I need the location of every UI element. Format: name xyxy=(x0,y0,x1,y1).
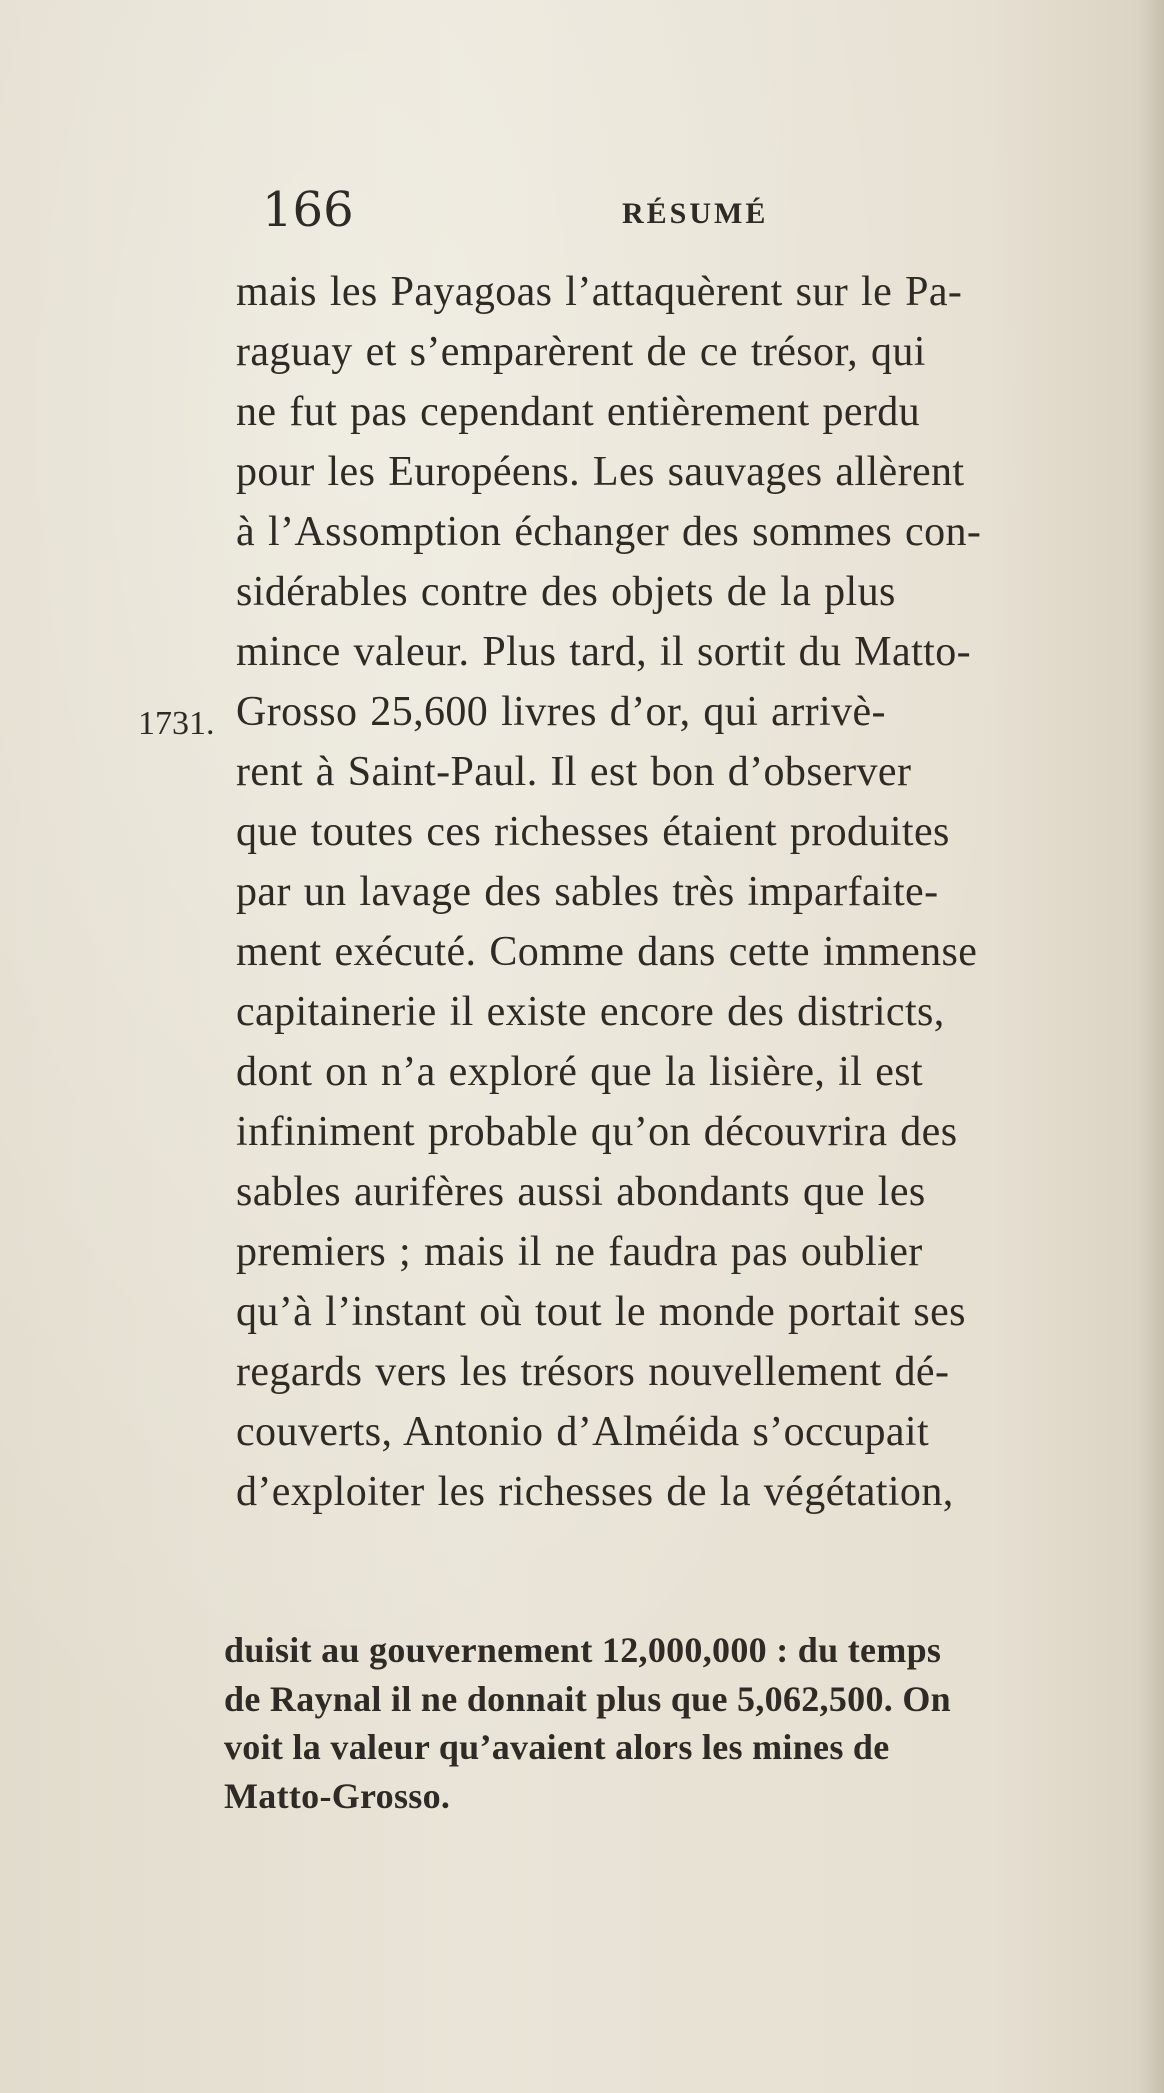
text-line: sables aurifères aussi abondants que les xyxy=(236,1169,926,1215)
text-line: dont on n’a exploré que la lisière, il est xyxy=(236,1049,924,1095)
running-head: RÉSUMÉ xyxy=(622,197,769,230)
footnote-line: Matto-Grosso. xyxy=(224,1775,451,1816)
footnote xyxy=(224,1626,1124,1820)
body-text xyxy=(236,262,1136,1522)
page-number: 166 xyxy=(262,182,354,238)
text-line: que toutes ces richesses étaient produites xyxy=(236,809,950,855)
page-edge-shadow xyxy=(1138,0,1164,2093)
footnote-line: voit la valeur qu’avaient alors les mines de xyxy=(224,1727,890,1767)
text-line: infiniment probable qu’on découvrira des xyxy=(236,1109,958,1155)
text-line: à l’Assomption échanger des sommes con- xyxy=(236,509,982,555)
text-line: pour les Européens. Les sauvages allèrent xyxy=(236,449,965,495)
text-line: sidérables contre des objets de la plus xyxy=(236,569,896,615)
text-line: raguay et s’emparèrent de ce trésor, qui xyxy=(236,329,926,375)
text-line: couverts, Antonio d’Alméida s’occupait xyxy=(236,1409,930,1455)
footnote-line: de Raynal il ne donnait plus que 5,062,500. On xyxy=(224,1678,951,1719)
footnote-line: duisit au gouvernement 12,000,000 : du temps xyxy=(224,1630,942,1670)
text-line: par un lavage des sables très imparfaite- xyxy=(236,869,939,915)
text-line: qu’à l’instant où tout le monde portait ses xyxy=(236,1289,966,1335)
text-line: ne fut pas cependant entièrement perdu xyxy=(236,389,921,435)
text-line: Grosso 25,600 livres d’or, qui arrivè- xyxy=(236,689,886,735)
text-line: d’exploiter les richesses de la végétation, xyxy=(236,1469,954,1515)
text-line: mais les Payagoas l’attaquèrent sur le Pa- xyxy=(236,269,963,315)
text-line: mince valeur. Plus tard, il sortit du Matto- xyxy=(236,629,971,675)
text-line: ment exécuté. Comme dans cette immense xyxy=(236,929,978,975)
page-header xyxy=(262,180,862,250)
text-line: premiers ; mais il ne faudra pas oublier xyxy=(236,1229,923,1275)
text-line: regards vers les trésors nouvellement dé- xyxy=(236,1349,950,1395)
margin-date-note: 1731. xyxy=(138,705,215,742)
text-line: capitainerie il existe encore des districts, xyxy=(236,989,945,1035)
text-line: rent à Saint-Paul. Il est bon d’observer xyxy=(236,749,912,795)
